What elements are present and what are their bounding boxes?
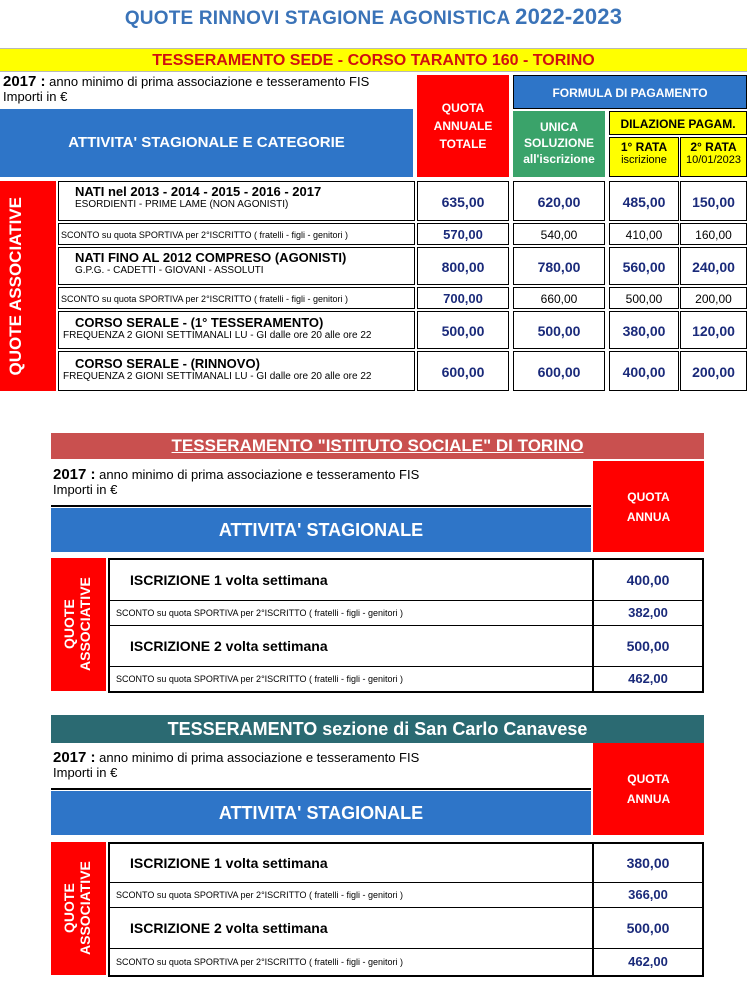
sede-row-rata2: 200,00 [680,287,747,309]
sancarlo-attivita-header: ATTIVITA' STAGIONALE [51,791,591,835]
istituto-row-value: 500,00 [592,626,702,666]
sede-row-label [58,351,415,391]
istituto-side-label-text: QUOTE ASSOCIATIVE [60,577,93,672]
sede-row-unica: 620,00 [513,181,605,221]
sede-row-label: SCONTO su quota SPORTIVA per 2°ISCRITTO ( fratelli - figli - genitori ) [58,223,415,245]
istituto-row-value: 382,00 [592,601,702,625]
istituto-attivita-header: ATTIVITA' STAGIONALE [51,508,591,552]
sancarlo-table [108,842,704,977]
sancarlo-header: TESSERAMENTO sezione di San Carlo Canavese [51,715,704,743]
sede-row-rata2: 200,00 [680,351,747,391]
sede-row-rata1: 410,00 [609,223,679,245]
istituto-note [53,467,588,497]
sede-row-unica: 600,00 [513,351,605,391]
sede-row-label: SCONTO su quota SPORTIVA per 2°ISCRITTO ( fratelli - figli - genitori ) [58,287,415,309]
sede-row-label [58,247,415,285]
istituto-side-label [51,558,106,691]
sede-row-rata2: 150,00 [680,181,747,221]
sede-row-rata1: 500,00 [609,287,679,309]
sede-row-sub: FREQUENZA 2 GIONI SETTIMANALI LU - GI dalle ore 20 alle ore 22 [63,371,372,382]
sede-row-quota: 635,00 [417,181,509,221]
sede-row-sub: ESORDIENTI - PRIME LAME (NON AGONISTI) [75,199,289,210]
sancarlo-row-label: SCONTO su quota SPORTIVA per 2°ISCRITTO ( fratelli - figli - genitori ) [116,957,404,967]
istituto-header [51,433,704,459]
sede-row-rata1: 400,00 [609,351,679,391]
sancarlo-quota-header-text: QUOTA ANNUA [626,772,671,806]
istituto-quota-header [593,461,704,552]
sede-row-title: CORSO SERALE - (RINNOVO) [75,356,260,371]
sede-header: TESSERAMENTO SEDE - CORSO TARANTO 160 - TORINO [0,48,747,72]
sede-unica-header: UNICA SOLUZIONE all'iscrizione [513,111,605,177]
istituto-row-label: SCONTO su quota SPORTIVA per 2°ISCRITTO ( fratelli - figli - genitori ) [116,608,404,618]
sede-rata2-sub: 10/01/2023 [685,154,742,166]
sede-row-quota: 800,00 [417,247,509,285]
sede-row-rata2: 160,00 [680,223,747,245]
sancarlo-side-label [51,842,106,975]
sede-row-rata1: 380,00 [609,311,679,349]
sede-dilazione-header: DILAZIONE PAGAM. [609,111,747,135]
istituto-row-label: SCONTO su quota SPORTIVA per 2°ISCRITTO ( fratelli - figli - genitori ) [116,674,404,684]
sede-row-rata1: 485,00 [609,181,679,221]
istituto-row-label: ISCRIZIONE 1 volta settimana [130,572,328,588]
sancarlo-note-text: anno minimo di prima associazione e tesseramento FIS [99,750,420,765]
sede-row-rata2: 120,00 [680,311,747,349]
istituto-divider [51,505,591,507]
page-title-years: 2022-2023 [515,4,623,29]
sede-rata1-label: 1° RATA [620,140,668,154]
sede-row-label [58,181,415,221]
sede-attivita-header: ATTIVITA' STAGIONALE E CATEGORIE [0,109,413,177]
sede-row-quota: 570,00 [417,223,509,245]
sede-rata2-header [680,137,747,177]
sancarlo-row-value: 380,00 [592,844,702,882]
sancarlo-divider [51,788,591,790]
sancarlo-quota-header [593,743,704,835]
istituto-header-text: TESSERAMENTO "ISTITUTO SOCIALE" DI TORINO [171,436,584,455]
sede-row-unica: 780,00 [513,247,605,285]
sancarlo-row-label: ISCRIZIONE 2 volta settimana [130,920,328,936]
sede-row-rata2: 240,00 [680,247,747,285]
sede-note-text: anno minimo di prima associazione e tesseramento FIS [49,74,370,89]
istituto-table [108,558,704,693]
istituto-quota-header-text: QUOTA ANNUA [626,490,671,524]
sancarlo-row-value: 500,00 [592,908,702,948]
sede-row-title: CORSO SERALE - (1° TESSERAMENTO) [75,315,324,330]
istituto-row-value: 462,00 [592,667,702,691]
sede-note-year: 2017 : [3,73,46,90]
sede-row-title: NATI FINO AL 2012 COMPRESO (AGONISTI) [75,250,347,265]
sede-row-sub: G.P.G. - CADETTI - GIOVANI - ASSOLUTI [75,265,264,276]
sede-row-unica: 500,00 [513,311,605,349]
sancarlo-note-importi: Importi in € [53,765,118,780]
sede-row-quota: 600,00 [417,351,509,391]
sancarlo-row-value: 366,00 [592,883,702,907]
sede-rata2-label: 2° RATA [690,140,737,154]
istituto-row-value: 400,00 [592,560,702,600]
sede-quota-header: QUOTA ANNUALE TOTALE [417,75,509,177]
sede-rata1-header [609,137,679,177]
sede-note-importi: Importi in € [3,89,68,104]
sede-table [58,181,747,393]
sede-side-label-text: QUOTE ASSOCIATIVE [6,196,25,376]
page-title [0,4,747,30]
istituto-note-importi: Importi in € [53,482,118,497]
sede-rata1-sub: iscrizione [621,154,667,166]
sede-row-quota: 700,00 [417,287,509,309]
sancarlo-note [53,750,588,780]
sede-note [3,74,413,104]
sede-side-label [0,181,56,391]
sede-row-label [58,311,415,349]
istituto-note-year: 2017 : [53,466,96,483]
sancarlo-row-value: 462,00 [592,949,702,975]
sede-formula-header: FORMULA DI PAGAMENTO [513,75,747,109]
sancarlo-side-label-text: QUOTE ASSOCIATIVE [60,861,93,956]
sede-row-unica: 660,00 [513,287,605,309]
sede-row-title: NATI nel 2013 - 2014 - 2015 - 2016 - 2017 [75,184,322,199]
sede-row-sub: FREQUENZA 2 GIONI SETTIMANALI LU - GI dalle ore 20 alle ore 22 [63,330,372,341]
sede-row-rata1: 560,00 [609,247,679,285]
page-title-main: QUOTE RINNOVI STAGIONE AGONISTICA [124,8,510,29]
sancarlo-note-year: 2017 : [53,749,96,766]
istituto-row-label: ISCRIZIONE 2 volta settimana [130,638,328,654]
istituto-note-text: anno minimo di prima associazione e tesseramento FIS [99,467,420,482]
sede-row-quota: 500,00 [417,311,509,349]
sancarlo-row-label: SCONTO su quota SPORTIVA per 2°ISCRITTO ( fratelli - figli - genitori ) [116,890,404,900]
sede-row-unica: 540,00 [513,223,605,245]
sancarlo-row-label: ISCRIZIONE 1 volta settimana [130,855,328,871]
